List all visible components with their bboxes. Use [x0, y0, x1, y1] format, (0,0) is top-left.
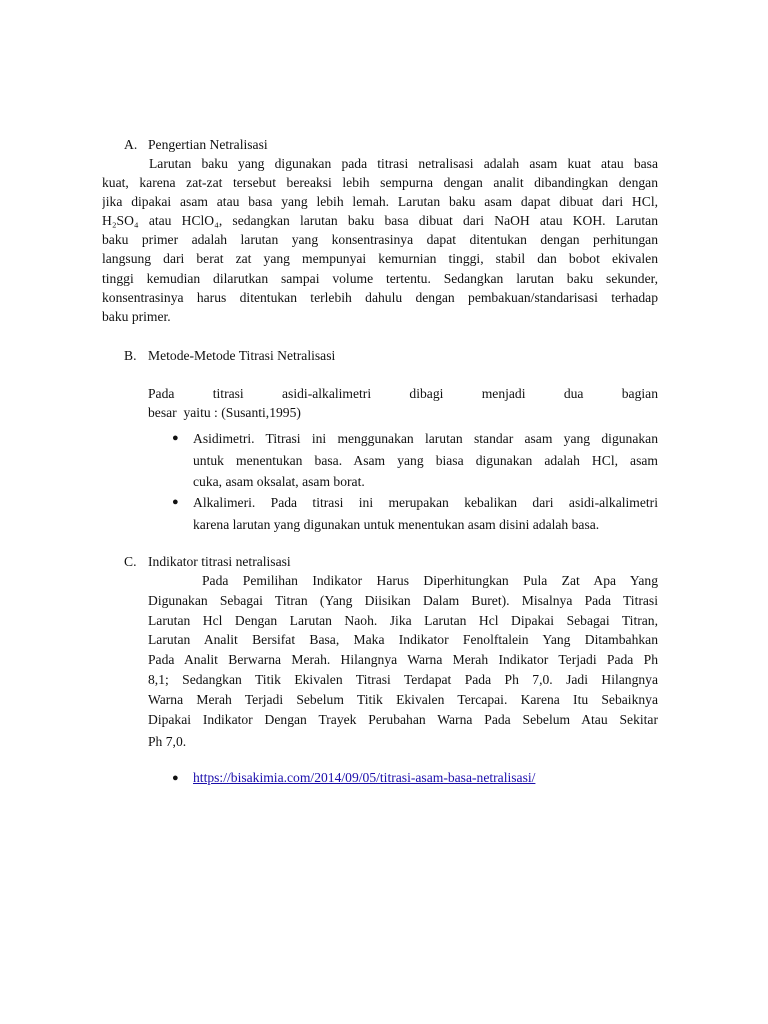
section-a-paragraph — [102, 154, 658, 326]
bullet-item-alkalimeri — [193, 492, 658, 535]
section-b-title: Metode-Metode Titrasi Netralisasi — [148, 348, 336, 363]
section-c-line: Larutan Hcl Dengan Larutan Naoh. Jika Larutan Hcl Dipakai Sebagai Titran, — [148, 612, 658, 628]
bullet-dot-icon: ● — [172, 496, 179, 508]
section-c-line: Digunakan Sebagai Titran (Yang Diisikan Dalam Buret). Misalnya Pada Titrasi — [148, 592, 658, 608]
section-c-line: 8,1; Sedangkan Titik Ekivalen Titrasi Terdapat Pada Ph 7,0. Jadi Hilangnya — [148, 671, 658, 687]
bullet-line: untuk menentukan basa. Asam yang biasa digunakan adalah HCl, asam — [193, 452, 658, 468]
section-a-line: baku primer. — [102, 308, 171, 324]
section-c-line: Pada Analit Berwarna Merah. Hilangnya Warna Merah Indikator Terjadi Pada Ph — [148, 652, 658, 668]
section-c-line: Larutan Analit Bersifat Basa, Maka Indikator Fenolftalein Yang Ditambahkan — [148, 632, 658, 648]
section-a-heading — [124, 136, 268, 154]
section-c-line: Dipakai Indikator Dengan Trayek Perubahan Warna Pada Sebelum Atau Sekitar — [148, 711, 658, 727]
section-a-line: langsung dari berat zat yang mempunyai kemurnian tinggi, stabil dan bobot ekivalen — [102, 251, 658, 267]
section-a-title: Pengertian Netralisasi — [148, 137, 268, 152]
section-c-line: Ph 7,0. — [148, 734, 187, 750]
section-a-line: baku primer adalah larutan yang konsentrasinya dapat ditentukan dengan perhitungan — [102, 232, 658, 248]
bullet-dot-icon: ● — [172, 772, 179, 784]
bullet-dot-icon: ● — [172, 432, 179, 444]
section-a-line: konsentrasinya harus ditentukan terlebih dahulu dengan pembakuan/standarisasi terhadap — [102, 289, 658, 305]
bullet-line: Asidimetri. Titrasi ini menggunakan larutan standar asam yang digunakan — [193, 431, 658, 446]
bullet-item-asidimetri — [193, 428, 658, 493]
section-b-intro-line: Pada titrasi asidi-alkalimetri dibagi menjadi dua bagian — [148, 386, 658, 401]
section-c-paragraph — [148, 571, 658, 755]
reference-link[interactable]: https://bisakimia.com/2014/09/05/titrasi-asam-basa-netralisasi/ — [193, 770, 536, 785]
section-b-heading — [124, 347, 335, 365]
section-a-line: kuat, karena zat-zat tersebut bereaksi lebih sempurna dengan analit dibandingkan dengan — [102, 175, 658, 191]
section-b-letter: B. — [124, 348, 137, 363]
section-a-line: tinggi kemudian dilarutkan sampai volume tertentu. Sedangkan larutan baku sekunder, — [102, 270, 658, 286]
section-c-title: Indikator titrasi netralisasi — [148, 554, 291, 569]
section-c-letter: C. — [124, 554, 137, 569]
section-a-letter: A. — [124, 137, 138, 152]
bullet-line: Alkalimeri. Pada titrasi ini merupakan kebalikan dari asidi-alkalimetri — [193, 495, 658, 510]
section-c-line: Warna Merah Terjadi Sebelum Titik Ekivalen Tercapai. Karena Itu Sebaiknya — [148, 691, 658, 707]
section-b-intro-line: besar yaitu : (Susanti,1995) — [148, 405, 301, 421]
section-a-line: jika dipakai asam atau basa yang lebih lemah. Larutan baku asam dapat dibuat dari HCl, — [102, 194, 658, 210]
section-c-line: Pada Pemilihan Indikator Harus Diperhitungkan Pula Zat Apa Yang — [202, 573, 658, 588]
section-c-heading — [124, 553, 291, 571]
section-a-line: H₂SO₄ atau HClO₄, sedangkan larutan baku basa dibuat dari NaOH atau KOH. Larutan — [102, 213, 658, 229]
bullet-line: karena larutan yang digunakan untuk menentukan asam disini adalah basa. — [193, 516, 600, 532]
section-b-intro — [148, 384, 658, 422]
section-a-line: Larutan baku yang digunakan pada titrasi netralisasi adalah asam kuat atau basa — [149, 156, 658, 171]
bullet-line: cuka, asam oksalat, asam borat. — [193, 474, 365, 489]
